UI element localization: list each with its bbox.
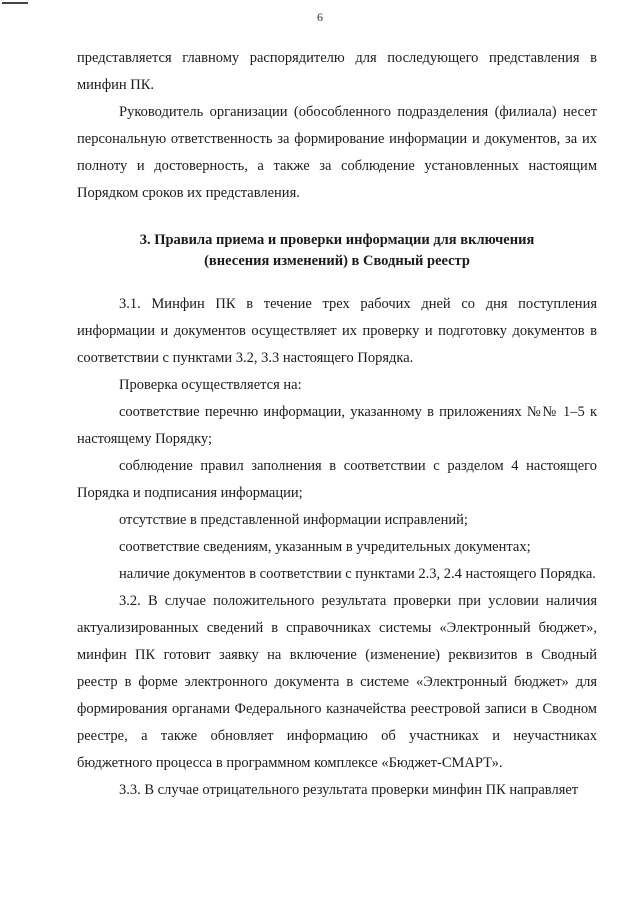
paragraph: 3.3. В случае отрицательного результата проверки минфин ПК направляет: [119, 782, 579, 798]
paragraph: Руководитель организации (обособленного подразделения (филиала) несет персональную ответственность за формирование информации и документов, за их полноту и достоверность, а также за соблюдение установленных настоящим Порядком сроков их представления.: [77, 104, 597, 201]
section-heading-line: 3. Правила приема и проверки информации для включения: [139, 232, 535, 248]
document-body: [77, 45, 597, 804]
paragraph: Проверка осуществляется на:: [119, 377, 302, 393]
paragraph: соответствие сведениям, указанным в учредительных документах;: [119, 539, 531, 555]
paragraph: соответствие перечню информации, указанному в приложениях №№ 1–5 к настоящему Порядку;: [77, 404, 597, 447]
paragraph: соблюдение правил заполнения в соответствии с разделом 4 настоящего Порядка и подписания информации;: [77, 458, 597, 501]
page-number: 6: [317, 10, 323, 24]
scan-corner-mark: [2, 2, 28, 4]
section-heading-line: (внесения изменений) в Сводный реестр: [204, 253, 470, 269]
paragraph: отсутствие в представленной информации исправлений;: [119, 512, 468, 528]
section-heading: [77, 230, 597, 272]
paragraph: представляется главному распорядителю для последующего представления в минфин ПК.: [77, 50, 597, 93]
paragraph: наличие документов в соответствии с пунктами 2.3, 2.4 настоящего Порядка.: [119, 566, 596, 582]
paragraph: 3.2. В случае положительного результата проверки при условии наличия актуализированных сведений в справочниках системы «Электронный бюджет», минфин ПК готовит заявку на включение (изменение) реквизитов в Сводный реестр в форме электронного документа в системе «Электронный бюджет» для формирования органами Федерального казначейства реестровой записи в Сводном реестре, а также обновляет информацию об участниках и неучастниках бюджетного процесса в программном комплексе «Бюджет-СМАРТ».: [77, 593, 597, 771]
paragraph: 3.1. Минфин ПК в течение трех рабочих дней со дня поступления информации и документов осуществляет их проверку и подготовку документов в соответствии с пунктами 3.2, 3.3 настоящего Порядка.: [77, 296, 597, 366]
